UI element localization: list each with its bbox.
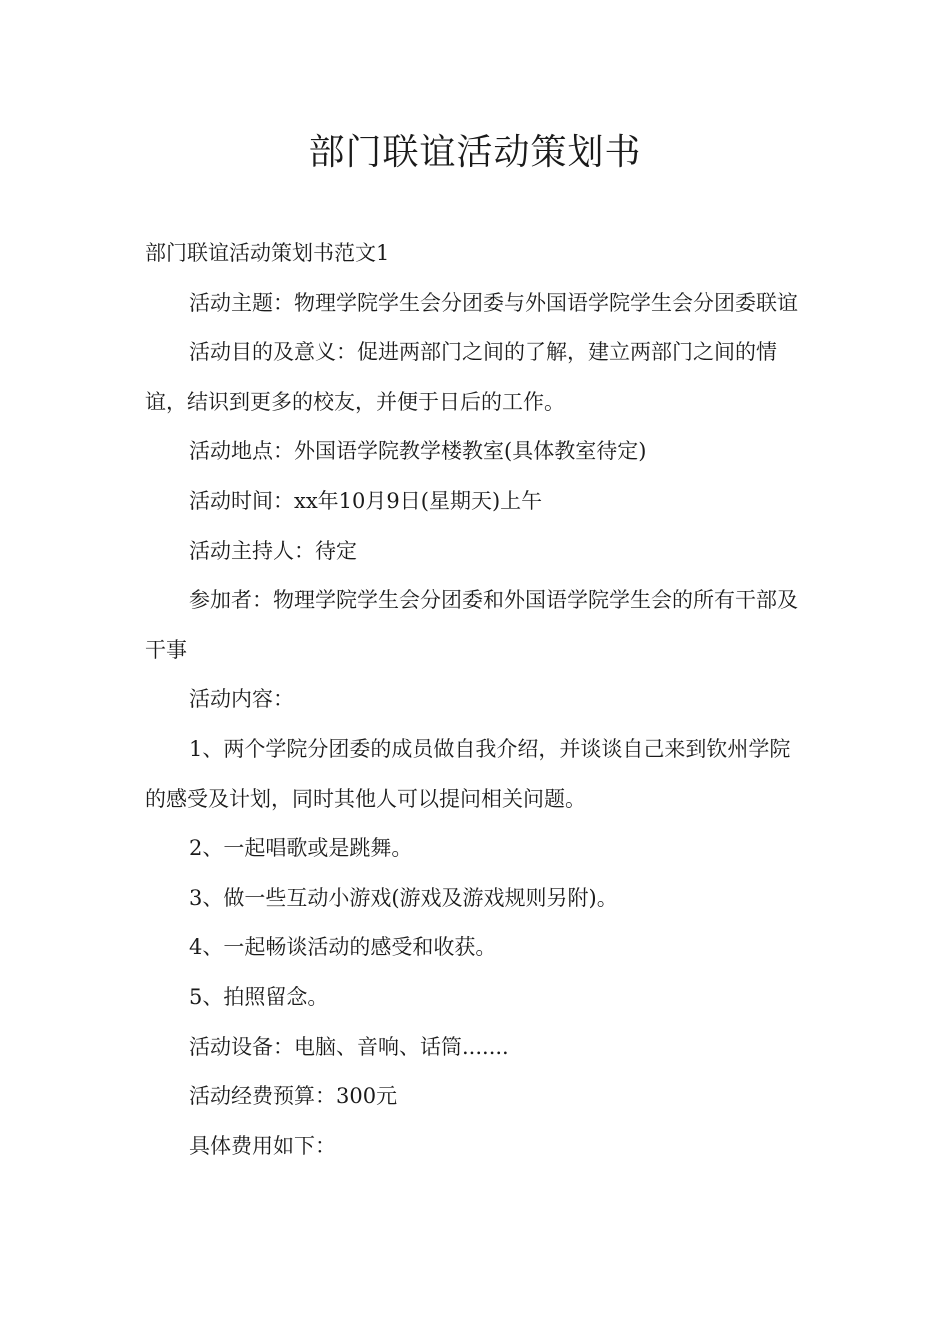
paragraph-budget: 活动经费预算：300元 [189, 1084, 398, 1109]
paragraph-host: 活动主持人：待定 [189, 538, 357, 563]
list-item: 3、做一些互动小游戏(游戏及游戏规则另附)。 [189, 885, 618, 910]
document-title: 部门联谊活动策划书 [308, 132, 642, 173]
list-item: 4、一起畅谈活动的感受和收获。 [189, 935, 497, 960]
paragraph-content-heading: 活动内容： [189, 687, 294, 712]
paragraph-time: 活动时间：xx年10月9日(星期天)上午 [189, 488, 543, 513]
document-subtitle: 部门联谊活动策划书范文1 [145, 241, 390, 265]
paragraph-location: 活动地点：外国语学院教学楼教室(具体教室待定) [189, 439, 647, 464]
document-body [145, 229, 805, 1171]
list-item: 5、拍照留念。 [189, 984, 329, 1009]
list-item: 2、一起唱歌或是跳舞。 [189, 836, 413, 861]
list-item: 1、两个学院分团委的成员做自我介绍，并谈谈自己来到钦州学院的感受及计划，同时其他人可以提问相关问题。 [145, 736, 791, 811]
paragraph-cost-details: 具体费用如下： [189, 1133, 336, 1158]
paragraph-theme: 活动主题：物理学院学生会分团委与外国语学院学生会分团委联谊 [189, 290, 798, 315]
paragraph-equipment: 活动设备：电脑、音响、话筒....... [189, 1034, 509, 1059]
paragraph-participants: 参加者：物理学院学生会分团委和外国语学院学生会的所有干部及干事 [145, 588, 798, 662]
paragraph-purpose: 活动目的及意义：促进两部门之间的了解，建立两部门之间的情谊，结识到更多的校友，并便于日后的工作。 [145, 340, 777, 414]
